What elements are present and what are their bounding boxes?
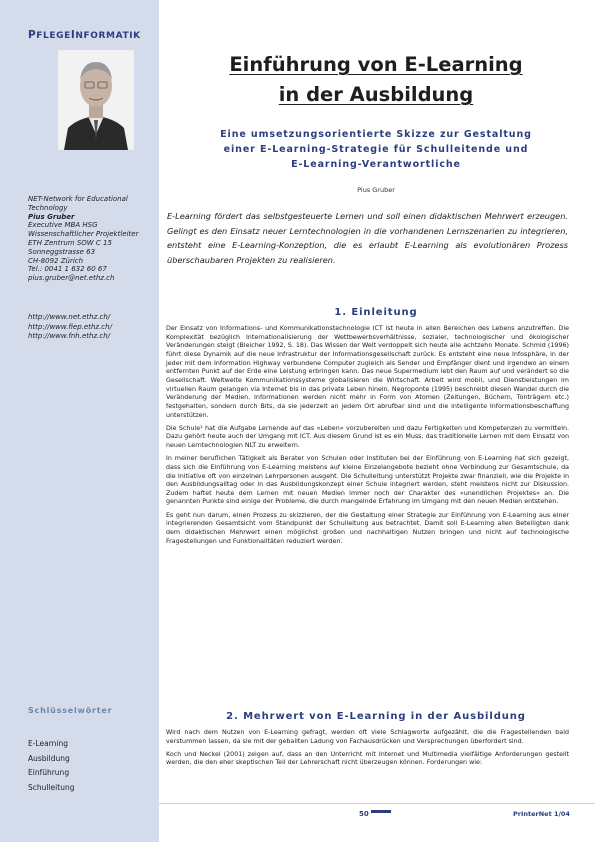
- paragraph: Koch und Neckel (2001) zeigen auf, dass an den Unterricht mit Internet und Multimedia vielfältige Anforderungen gestellt werden, die den eher skeptischen Teil der Lehrerschaft nicht überzeugen können. Forderungen wie:: [166, 750, 569, 767]
- address-line: CH-8092 Zürich: [28, 256, 84, 265]
- section-body: [166, 729, 569, 773]
- page-footer: [0, 803, 595, 842]
- paragraph: Der Einsatz von Informations- und Kommunikationstechnologie ICT ist heute in allen Bereichen des Lebens anzutreffen. Die Komplexität bezüglich Internationalisierung der Wettbewerbsverhältnisse, sozialer, technologischer und ökologischer Veränderungen steigt (Bleicher 1992, S. 18). Das Wissen der Welt verdoppelt sich heute alle achtzehn Monate. Schmid (1996) führt diese Dynamik auf die neue Infrastruktur der Informationsgesellschaft zurück. Es entsteht eine neue Infosphäre, in der jeder mit dem Information Highway verbundene Computer zugleich als Sender und Empfänger dient und irgendwo an einem entfernten Punkt auf der Erde eine Leistung erbringen kann. Das neue Supermedium lebt den Raum auf und verändert so die Gesellschaft. Weltweite Kommunikationssysteme globalisieren die Wirtschaft. Arbeit wird mobil, und Dienstleistungen im virtuellen Raum gelangen via Internet bis in das private Leben hinein. Negroponte (1995) beschreibt diesen Wandel durch die Veränderung der Medien. Informationen werden nicht mehr in Form von Atomen (Zeitungen, Büchern, Tonträgern etc.) festgehalten, sondern durch Bits, da sie jederzeit an jedem Ort abrufbar sind und die intelligente Informationsbeschaffung unterstützen.: [166, 325, 569, 419]
- keyword: E-Learning: [28, 739, 69, 748]
- keyword: Schulleitung: [28, 782, 75, 792]
- abstract: E-Learning fördert das selbstgesteuerte Lernen und soll einen didaktischen Mehrwert erzeugen. Gelingt es den Einsatz neuer Lerntechnologien in die vorhandenen Lernszenarien zu integrieren, entsteht eine E-Learning-Konzeption, die es erlaubt E-Learning als evolutionären Prozess überschaubaren Projekten zu realisieren.: [167, 211, 568, 265]
- address-line: Sonneggstrasse 63: [28, 247, 96, 256]
- web-link[interactable]: http://www.fiep.ethz.ch/: [28, 322, 112, 331]
- article-title: Einführung von E-Learning in der Ausbildung: [229, 53, 523, 106]
- paragraph: Es geht nun darum, einen Prozess zu skizzieren, der die Gestaltung einer Strategie zur Einführung von E-Learning aus einer integrierenden Gesamtsicht vom Standpunkt der Schulleitung aus betrachtet. Damit soll E-Learning allen Beteiligten dank dem didaktischen Mehrwert einen möglichst großen und nachhaltigen Nutzen bringen und nicht auf technologische Fragestellungen und Funktionalitäten reduziert werden.: [166, 511, 569, 545]
- page-number: 50: [359, 810, 369, 818]
- author-photo: [58, 50, 134, 150]
- journal-name: PrInterNet 1/04: [513, 810, 570, 818]
- byline: Pius Gruber: [357, 186, 395, 194]
- keywords-title: Schlüsselwörter: [28, 706, 113, 715]
- author-role: Wissenschaftlicher Projektleiter: [28, 230, 139, 239]
- author-role: Executive MBA HSG: [28, 221, 98, 230]
- section-body: [166, 325, 569, 551]
- web-links: [28, 313, 159, 342]
- email-link[interactable]: pius.gruber@net.ethz.ch: [28, 274, 115, 283]
- org-line: Technology: [28, 203, 68, 212]
- phone: Tel.: 0041 1 632 60 67: [28, 265, 107, 274]
- paragraph: Die Schule¹ hat die Aufgabe Lernende auf das «Leben» vorzubereiten und dazu Fertigkeiten und Kompetenzen zu vermitteln. Dazu gehört heute auch der Umgang mit ICT. Aus diesem Grund ist es ein Muss, das traditionelle Lernen mit dem Einsatz von neuen Lerntechnologien NLT zu erweitern.: [166, 424, 569, 450]
- footer-accent: [371, 810, 391, 813]
- author-contact: [28, 195, 159, 283]
- org-line: NET-Network for Educational: [28, 195, 128, 203]
- web-link[interactable]: http://www.fnh.ethz.ch/: [28, 332, 110, 340]
- paragraph: Wird nach dem Nutzen von E-Learning gefragt, werden oft viele Schlagworte aufgezählt, die die Fragestellenden bald verstummen lassen, da sie mit der geballten Ladung von Fachausdrücken und Versprechungen überfordert sind.: [166, 729, 569, 745]
- author-name: Pius Gruber: [28, 212, 75, 221]
- keyword: Ausbildung: [28, 753, 70, 763]
- keyword: Einführung: [28, 768, 70, 777]
- paragraph: In meiner beruflichen Tätigkeit als Berater von Schulen oder Instituten bei der Einführung von E-Learning hat sich gezeigt, dass sich die Einführung von E-Learning meistens auf kleine Einzelangebote bezieht ohne Verbindung zur Gesamtschule, da die Initiative oft von einzelnen Lehrpersonen ausgeht. Die Schulleitung unterstützt Projekte zwar finanziell, wie die Projekte in den Ausbildungsalltag oder in das Ausbildungskonzept einer Schule integriert werden, steht meistens nicht zur Diskussion. Zudem haftet heute dem Lernen mit neuen Medien immer noch der Charakter des «unendlichen Projektes» an. Die genannten Punkte sind einige der Probleme, die durch mangelnde Erfahrung im Umgang mit den neuen Medien entstehen.: [166, 455, 569, 506]
- section-heading: 1. Einleitung: [334, 307, 418, 318]
- article-subtitle: Eine umsetzungsorientierte Skizze zur Gestaltung einer E-Learning-Strategie für Schulleitende und E-Learning-Verantwortliche: [220, 129, 532, 170]
- footer-divider: [159, 803, 595, 804]
- section-heading: 2. Mehrwert von E-Learning in der Ausbildung: [226, 711, 526, 722]
- address-line: ETH Zentrum SOW C 15: [28, 238, 112, 247]
- keywords-list: [28, 737, 74, 795]
- section-label: PFLEGEINFORMATIK: [28, 29, 141, 41]
- web-link[interactable]: http://www.net.ethz.ch/: [28, 313, 111, 321]
